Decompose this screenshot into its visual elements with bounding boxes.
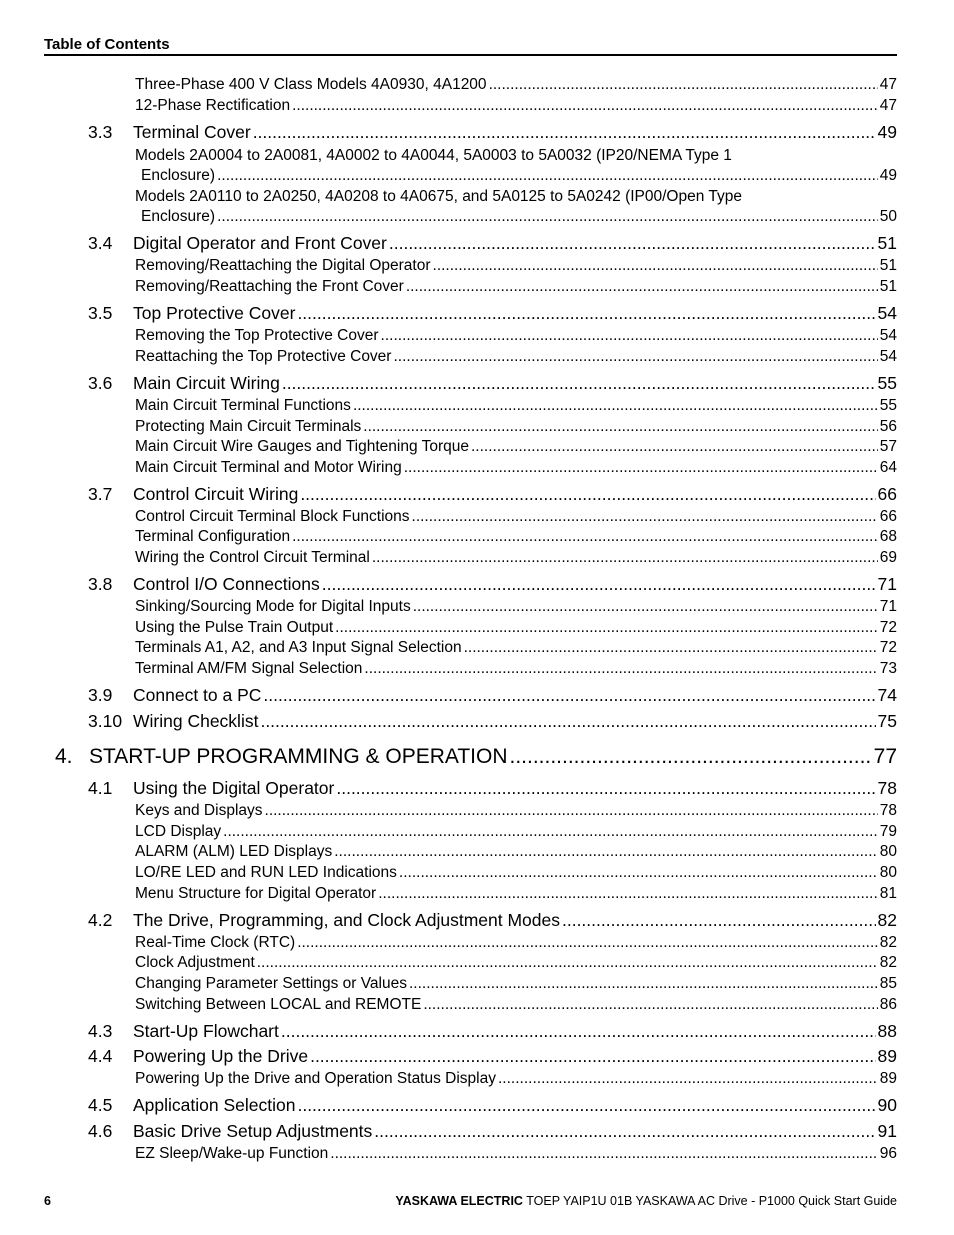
toc-entry-page: 54 [879, 348, 897, 365]
toc-section-page: 74 [877, 685, 897, 705]
toc-entry-title: Powering Up the Drive and Operation Status Display [135, 1070, 496, 1087]
toc-entry-page: 85 [879, 975, 897, 992]
toc-entry-title: Three-Phase 400 V Class Models 4A0930, 4A1200 [135, 76, 487, 93]
footer-document-title: TOEP YAIP1U 01B YASKAWA AC Drive - P1000 Quick Start Guide [526, 1194, 897, 1208]
leader-dots [292, 528, 878, 546]
leader-dots [223, 823, 878, 841]
leader-dots [353, 397, 878, 415]
toc-section-title: The Drive, Programming, and Clock Adjustment Modes [133, 910, 560, 930]
leader-dots [489, 76, 878, 94]
toc-section-page: 88 [877, 1021, 897, 1041]
toc-entry-page: 68 [879, 528, 897, 545]
toc-section-title: Powering Up the Drive [133, 1046, 309, 1066]
toc-entry-title: Removing/Reattaching the Front Cover [135, 278, 404, 295]
toc-entry-page: 51 [879, 257, 897, 274]
toc-entry-title: Removing/Reattaching the Digital Operator [135, 257, 431, 274]
leader-dots [378, 885, 878, 903]
toc-section-page: 51 [877, 233, 897, 253]
toc-entry-page: 47 [879, 76, 897, 93]
toc-entry-title: Real-Time Clock (RTC) [135, 934, 296, 951]
page-header-title: Table of Contents [44, 36, 170, 53]
leader-dots [413, 598, 878, 616]
toc-section-title: Top Protective Cover [133, 303, 296, 323]
toc-section-number: 4.2 [88, 910, 113, 930]
toc-entry-page: 56 [879, 418, 897, 435]
leader-dots [281, 1021, 876, 1042]
toc-entry-title: Removing the Top Protective Cover [135, 327, 379, 344]
toc-section-title: Main Circuit Wiring [133, 373, 280, 393]
toc-section-page: 75 [877, 711, 897, 731]
toc-section-title: Digital Operator and Front Cover [133, 233, 387, 253]
leader-dots [217, 167, 878, 185]
leader-dots [334, 843, 878, 861]
leader-dots [412, 508, 878, 526]
toc-chapter-title: START-UP PROGRAMMING & OPERATION [89, 745, 508, 768]
leader-dots [297, 1095, 875, 1116]
toc-section-number: 4.3 [88, 1021, 113, 1041]
toc-section-number: 4.5 [88, 1095, 113, 1115]
toc-section-page: 78 [877, 778, 897, 798]
leader-dots [335, 619, 878, 637]
toc-section-number: 4.6 [88, 1121, 113, 1141]
leader-dots [330, 1145, 877, 1163]
leader-dots [510, 745, 872, 769]
toc-section-title: Wiring Checklist [133, 711, 259, 731]
toc-section-number: 3.9 [88, 685, 113, 705]
leader-dots [257, 954, 878, 972]
toc-entry-title: 12-Phase Rectification [135, 97, 291, 114]
leader-dots [217, 208, 878, 226]
leader-dots [282, 373, 876, 394]
toc-entry-title-line1: Models 2A0004 to 2A0081, 4A0002 to 4A0044, 5A0003 to 5A0032 (IP20/NEMA Type 1 [135, 147, 732, 164]
toc-entry-title: Enclosure) [141, 167, 216, 184]
leader-dots [263, 685, 875, 706]
footer-document-info [395, 1194, 897, 1208]
toc-entry-title: Reattaching the Top Protective Cover [135, 348, 392, 365]
leader-dots [374, 1121, 875, 1142]
toc-section-page: 91 [877, 1121, 897, 1141]
toc-entry-title: Using the Pulse Train Output [135, 619, 334, 636]
toc-entry-page: 57 [879, 438, 897, 455]
toc-entry-page: 51 [879, 278, 897, 295]
leader-dots [399, 864, 878, 882]
toc-section-number: 4.1 [88, 778, 113, 798]
leader-dots [423, 996, 877, 1014]
toc-entry-page: 96 [879, 1145, 897, 1162]
toc-entry-page: 71 [879, 598, 897, 615]
toc-entry-title: Main Circuit Wire Gauges and Tightening Torque [135, 438, 469, 455]
toc-entry-title-line1: Models 2A0110 to 2A0250, 4A0208 to 4A0675, and 5A0125 to 5A0242 (IP00/Open Type [135, 188, 742, 205]
leader-dots [498, 1070, 878, 1088]
toc-entry-title: Menu Structure for Digital Operator [135, 885, 377, 902]
toc-entry-page: 80 [879, 843, 897, 860]
leader-dots [389, 233, 876, 254]
leader-dots [310, 1046, 875, 1067]
toc-entry-page: 82 [879, 954, 897, 971]
toc-entry-title: Terminal Configuration [135, 528, 291, 545]
toc-section-page: 82 [877, 910, 897, 930]
toc-section-page: 54 [877, 303, 897, 323]
toc-section-title: Control I/O Connections [133, 574, 320, 594]
toc-entry-title: Terminal AM/FM Signal Selection [135, 660, 363, 677]
toc-entry-page: 50 [879, 208, 897, 225]
toc-entry-title: ALARM (ALM) LED Displays [135, 843, 333, 860]
toc-section-number: 3.4 [88, 233, 113, 253]
leader-dots [404, 459, 878, 477]
toc-section-page: 66 [877, 484, 897, 504]
toc-section-title: Terminal Cover [133, 122, 251, 142]
toc-entry-title: Wiring the Control Circuit Terminal [135, 549, 370, 566]
leader-dots [562, 910, 876, 931]
toc-entry-title: Switching Between LOCAL and REMOTE [135, 996, 422, 1013]
toc-section-number: 3.7 [88, 484, 113, 504]
toc-section-title: Start-Up Flowchart [133, 1021, 279, 1041]
toc-entry-page: 72 [879, 619, 897, 636]
leader-dots [471, 438, 878, 456]
leader-dots [409, 975, 878, 993]
toc-entry-title: EZ Sleep/Wake-up Function [135, 1145, 329, 1162]
toc-section-title: Using the Digital Operator [133, 778, 335, 798]
toc-entry-page: 72 [879, 639, 897, 656]
toc-entry-page: 79 [879, 823, 897, 840]
leader-dots [297, 303, 875, 324]
toc-section-title: Connect to a PC [133, 685, 262, 705]
toc-entry-page: 69 [879, 549, 897, 566]
toc-entry-page: 89 [879, 1070, 897, 1087]
leader-dots [260, 711, 875, 732]
leader-dots [322, 574, 876, 595]
toc-section-number: 3.5 [88, 303, 113, 323]
toc-section-title: Control Circuit Wiring [133, 484, 299, 504]
leader-dots [406, 278, 878, 296]
toc-entry-title: Protecting Main Circuit Terminals [135, 418, 362, 435]
leader-dots [336, 778, 875, 799]
leader-dots [253, 122, 876, 143]
toc-entry-page: 73 [879, 660, 897, 677]
toc-section-page: 55 [877, 373, 897, 393]
leader-dots [393, 348, 877, 366]
toc-section-page: 49 [877, 122, 897, 142]
toc-entry-page: 64 [879, 459, 897, 476]
toc-entry-page: 81 [879, 885, 897, 902]
toc-entry-page: 80 [879, 864, 897, 881]
toc-entry-title: Changing Parameter Settings or Values [135, 975, 407, 992]
leader-dots [364, 660, 877, 678]
toc-entry-page: 47 [879, 97, 897, 114]
leader-dots [363, 418, 877, 436]
toc-entry-title: LO/RE LED and RUN LED Indications [135, 864, 397, 881]
toc-section-page: 89 [877, 1046, 897, 1066]
toc-entry-page: 86 [879, 996, 897, 1013]
toc-entry-page: 78 [879, 802, 897, 819]
toc-section-number: 3.3 [88, 122, 113, 142]
toc-section-number: 4.4 [88, 1046, 113, 1066]
toc-section-number: 3.10 [88, 711, 123, 731]
toc-section-title: Basic Drive Setup Adjustments [133, 1121, 373, 1141]
leader-dots [381, 327, 878, 345]
toc-section-page: 71 [877, 574, 897, 594]
toc-entry-title: Main Circuit Terminal Functions [135, 397, 351, 414]
page-number: 6 [44, 1194, 51, 1208]
toc-entry-title: Clock Adjustment [135, 954, 255, 971]
toc-chapter-page: 77 [873, 745, 897, 768]
toc-entry-page: 49 [879, 167, 897, 184]
toc-entry-title: Control Circuit Terminal Block Functions [135, 508, 410, 525]
leader-dots [433, 257, 878, 275]
toc-entry-title: Main Circuit Terminal and Motor Wiring [135, 459, 402, 476]
leader-dots [297, 934, 878, 952]
leader-dots [372, 549, 878, 567]
toc-section-title: Application Selection [133, 1095, 296, 1115]
toc-chapter-number: 4. [55, 745, 73, 768]
toc-section-number: 3.8 [88, 574, 113, 594]
toc-entry-title: Enclosure) [141, 208, 216, 225]
toc-section-number: 3.6 [88, 373, 113, 393]
toc-entry-title: Terminals A1, A2, and A3 Input Signal Selection [135, 639, 462, 656]
toc-entry-page: 55 [879, 397, 897, 414]
leader-dots [464, 639, 878, 657]
toc-entry-title: Sinking/Sourcing Mode for Digital Inputs [135, 598, 411, 615]
toc-entry-title: Keys and Displays [135, 802, 263, 819]
toc-entry-page: 82 [879, 934, 897, 951]
toc-section-page: 90 [877, 1095, 897, 1115]
leader-dots [292, 97, 878, 115]
toc-entry-title: LCD Display [135, 823, 222, 840]
leader-dots [265, 802, 878, 820]
leader-dots [300, 484, 875, 505]
toc-entry-page: 66 [879, 508, 897, 525]
footer-brand: YASKAWA ELECTRIC [395, 1194, 523, 1208]
toc-entry-page: 54 [879, 327, 897, 344]
